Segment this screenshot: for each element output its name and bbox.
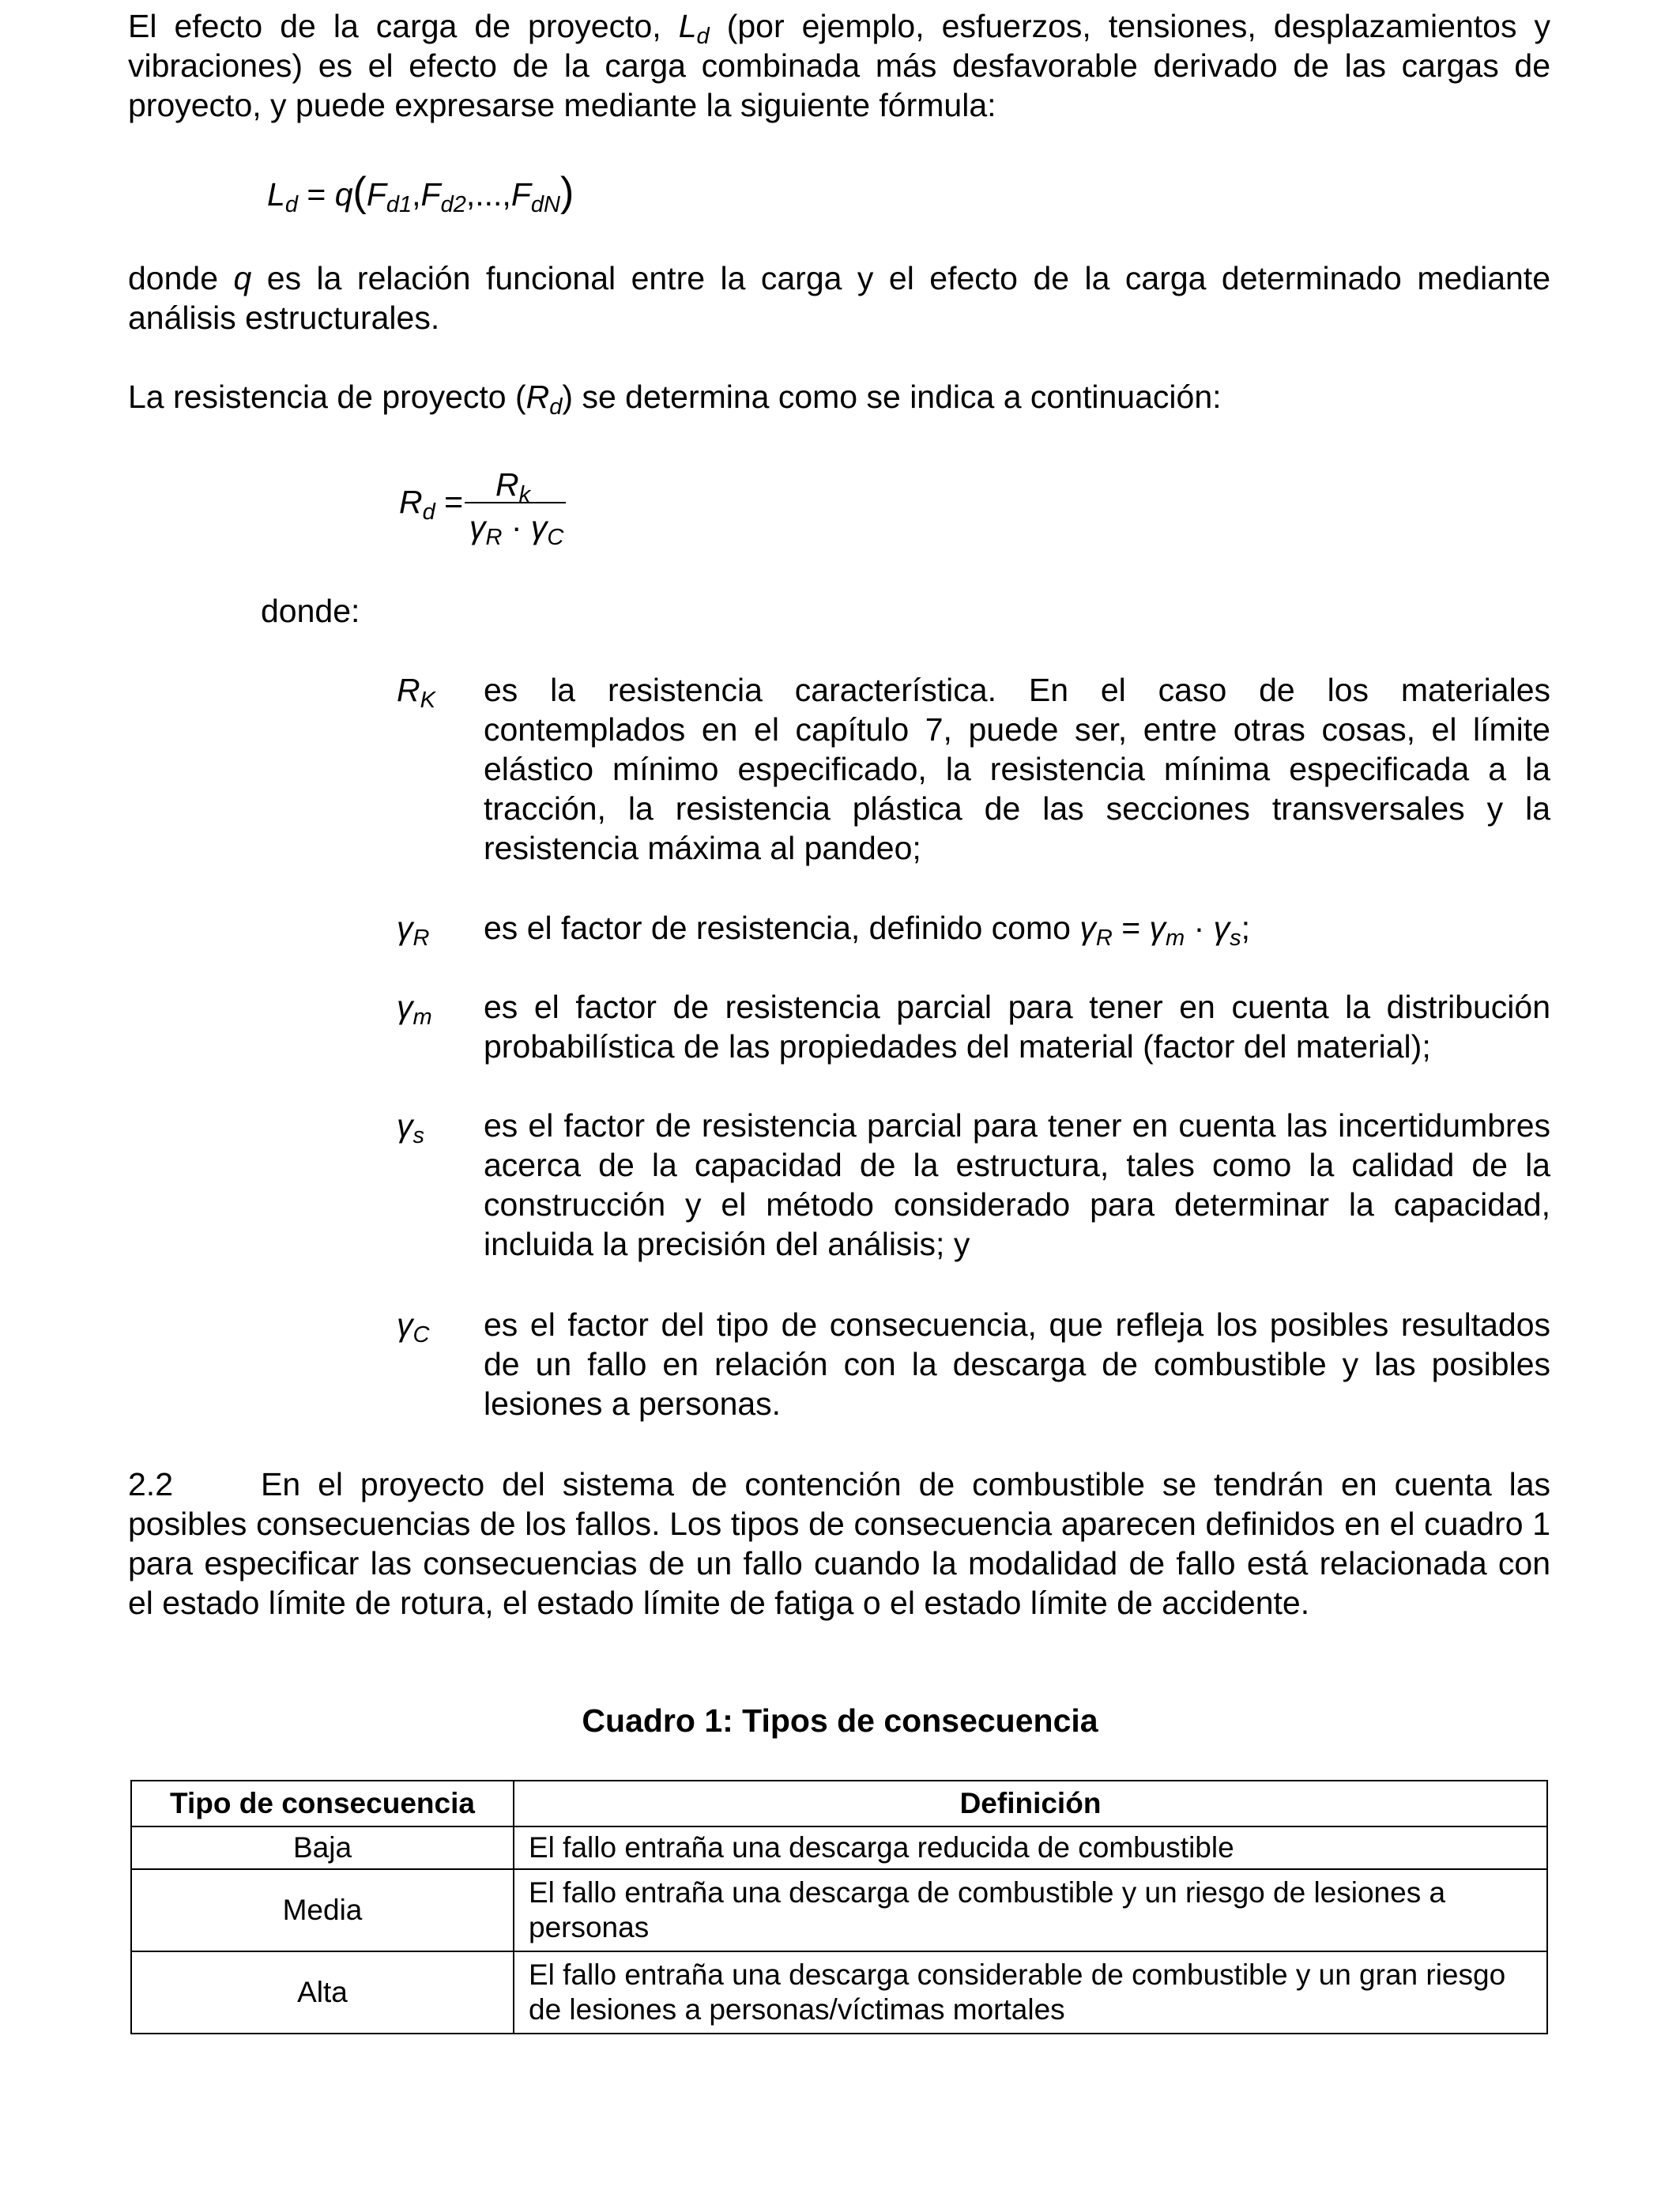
table-row	[131, 1869, 1547, 1951]
section-text: En el proyecto del sistema de contención de combustible se tendrán en cuenta las posibles consecuencias de los fallos. Los tipos de consecuencia aparecen definidos en el cuadro 1 para especificar las consecuencias de un fallo cuando la modalidad de fallo está relacionada con el estado límite de rotura, el estado límite de fatiga o el estado límite de accidente.	[128, 1466, 1550, 1621]
intro-text-start: El efecto de la carga de proyecto,	[128, 8, 679, 44]
table-cell-type: Baja	[131, 1826, 514, 1869]
def-symbol-rk: $R_K$	[397, 672, 435, 713]
table-cell-definition: El fallo entraña una descarga considerable de combustible y un gran riesgo de lesiones a personas/víctimas mortales	[514, 1951, 1547, 2034]
formula-load-effect: $L_d = q(F_{d1},F_{d2},...,F_{dN})$	[267, 169, 574, 217]
def-text-gamma-c: es el factor del tipo de consecuencia, que refleja los posibles resultados de un fallo en relación con la descarga de combustible y las posibles lesiones a personas.	[484, 1306, 1550, 1422]
section-2-2-paragraph	[128, 1465, 1550, 1623]
table-cell-definition: El fallo entraña una descarga de combustible y un riesgo de lesiones a personas	[514, 1869, 1547, 1951]
def-text-gamma-s: es el factor de resistencia parcial para tener en cuenta las incertidumbres acerca de la capacidad de la estructura, tales como la calidad de la construcción y el método considerado para determinar la capacidad, incluida la precisión del análisis; y	[484, 1107, 1550, 1262]
table-header-row	[131, 1781, 1547, 1826]
donde-label: donde:	[261, 593, 360, 629]
table-title: Cuadro 1: Tipos de consecuencia	[582, 1702, 1098, 1739]
q-definition-paragraph: donde q es la relación funcional entre la carga y el efecto de la carga determinado mediante análisis estructurales.	[128, 260, 1550, 336]
def-text-rk: es la resistencia característica. En el caso de los materiales contemplados en el capítulo 7, puede ser, entre otras cosas, el límite elástico mínimo especificado, la resistencia mínima especificada a la tracción, la resistencia plástica de las secciones transversales y la resistencia máxima al pandeo;	[484, 672, 1550, 866]
table-cell-type: Alta	[131, 1951, 514, 2034]
table-cell-definition: El fallo entraña una descarga reducida de combustible	[514, 1826, 1547, 1869]
consequence-types-table	[130, 1780, 1548, 2034]
def-text-gamma-m: es el factor de resistencia parcial para tener en cuenta la distribución probabilística de las propiedades del material (factor del material);	[484, 989, 1550, 1065]
table-row	[131, 1826, 1547, 1869]
def-text-gamma-r: es el factor de resistencia, definido como $\gamma_R = \gamma_m \cdot \gamma_s$;	[484, 910, 1251, 951]
def-symbol-gamma-s: $\gamma_s$	[397, 1107, 424, 1148]
intro-paragraph	[128, 6, 1550, 125]
ld-symbol: $L_d$	[678, 8, 710, 49]
table-cell-type: Media	[131, 1869, 514, 1951]
def-symbol-gamma-m: $\gamma_m$	[397, 989, 432, 1030]
document-page: El efecto de la carga de proyecto, $L_d$ (por ejemplo, esfuerzos, tensiones, desplazamientos y vibraciones) es el efecto de la carga combinada más desfavorable derivado de las cargas de proyecto, y puede expresarse mediante la siguiente fórmula: $L_d = q(F_{d1},F_{d2},...,F_{dN})$ donde q es la relación funcional entre la carga y el efecto de la carga determinado mediante análisis estructurales. La resistencia de proyecto $(R_d)$ se determina como se indica a continuación: $R_d$ = $R_k$ $\gamma_R \cdot \gamma_C$ donde: $R_K$ es la resistencia característica. En el caso de los materiales contemplados en el capítulo 7, puede ser, entre otras cosas, el límite elástico mínimo especificado, la resistencia mínima especificada a la tracción, la resistencia plástica de las secciones transversales y la resistencia máxima al pandeo; $\gamma_R$ es el factor de resistencia, definido como $\gamma_R = \gamma_m \cdot \gamma_s$; $\gamma_m$ es el factor de resistencia parcial para tener en cuenta la distribución probabilística de las propiedades del material (factor del material); $\gamma_s$ es el factor de resistencia parcial para tener en cuenta las incertidumbres acerca de la capacidad de la estructura, tales como la calidad de la construcción y el método considerado para determinar la capacidad, incluida la precisión del análisis; y $\gamma_C$ es el factor del tipo de consecuencia, que refleja los posibles resultados de un fallo en relación con la descarga de combustible y las posibles lesiones a personas. 2.2 En el proyecto del sistema de contención de combustible se tendrán en cuenta las posibles consecuencias de los fallos. Los tipos de consecuencia aparecen definidos en el cuadro 1 para especificar las consecuencias de un fallo cuando la modalidad de fallo está relacionada con el estado límite de rotura, el estado límite de fatiga o el estado límite de accidente. Cuadro 1: Tipos de consecuencia Tipo de consecuencia Definición Baja El fallo entraña una descarga reducida de combustible Media El fallo entraña una descarga de combustible y un riesgo de lesiones a personas Alta El fallo entraña una descarga considerable de combustible y un gran riesgo de lesiones a personas/víctimas mortales	[0, 0, 1680, 2194]
header-tipo: Tipo de consecuencia	[131, 1781, 514, 1826]
resistance-paragraph: La resistencia de proyecto $(R_d)$ se determina como se indica a continuación:	[128, 379, 1222, 420]
header-definicion: Definición	[514, 1781, 1547, 1826]
def-symbol-gamma-r: $\gamma_R$	[397, 910, 430, 951]
intro-text-end: (por ejemplo, esfuerzos, tensiones, desplazamientos y vibraciones) es el efecto de la carga combinada más desfavorable derivado de las cargas de proyecto, y puede expresarse mediante la siguiente fórmula:	[128, 8, 1550, 123]
section-number: 2.2	[128, 1466, 173, 1502]
def-symbol-gamma-c: $\gamma_C$	[397, 1306, 430, 1348]
table-row	[131, 1951, 1547, 2034]
